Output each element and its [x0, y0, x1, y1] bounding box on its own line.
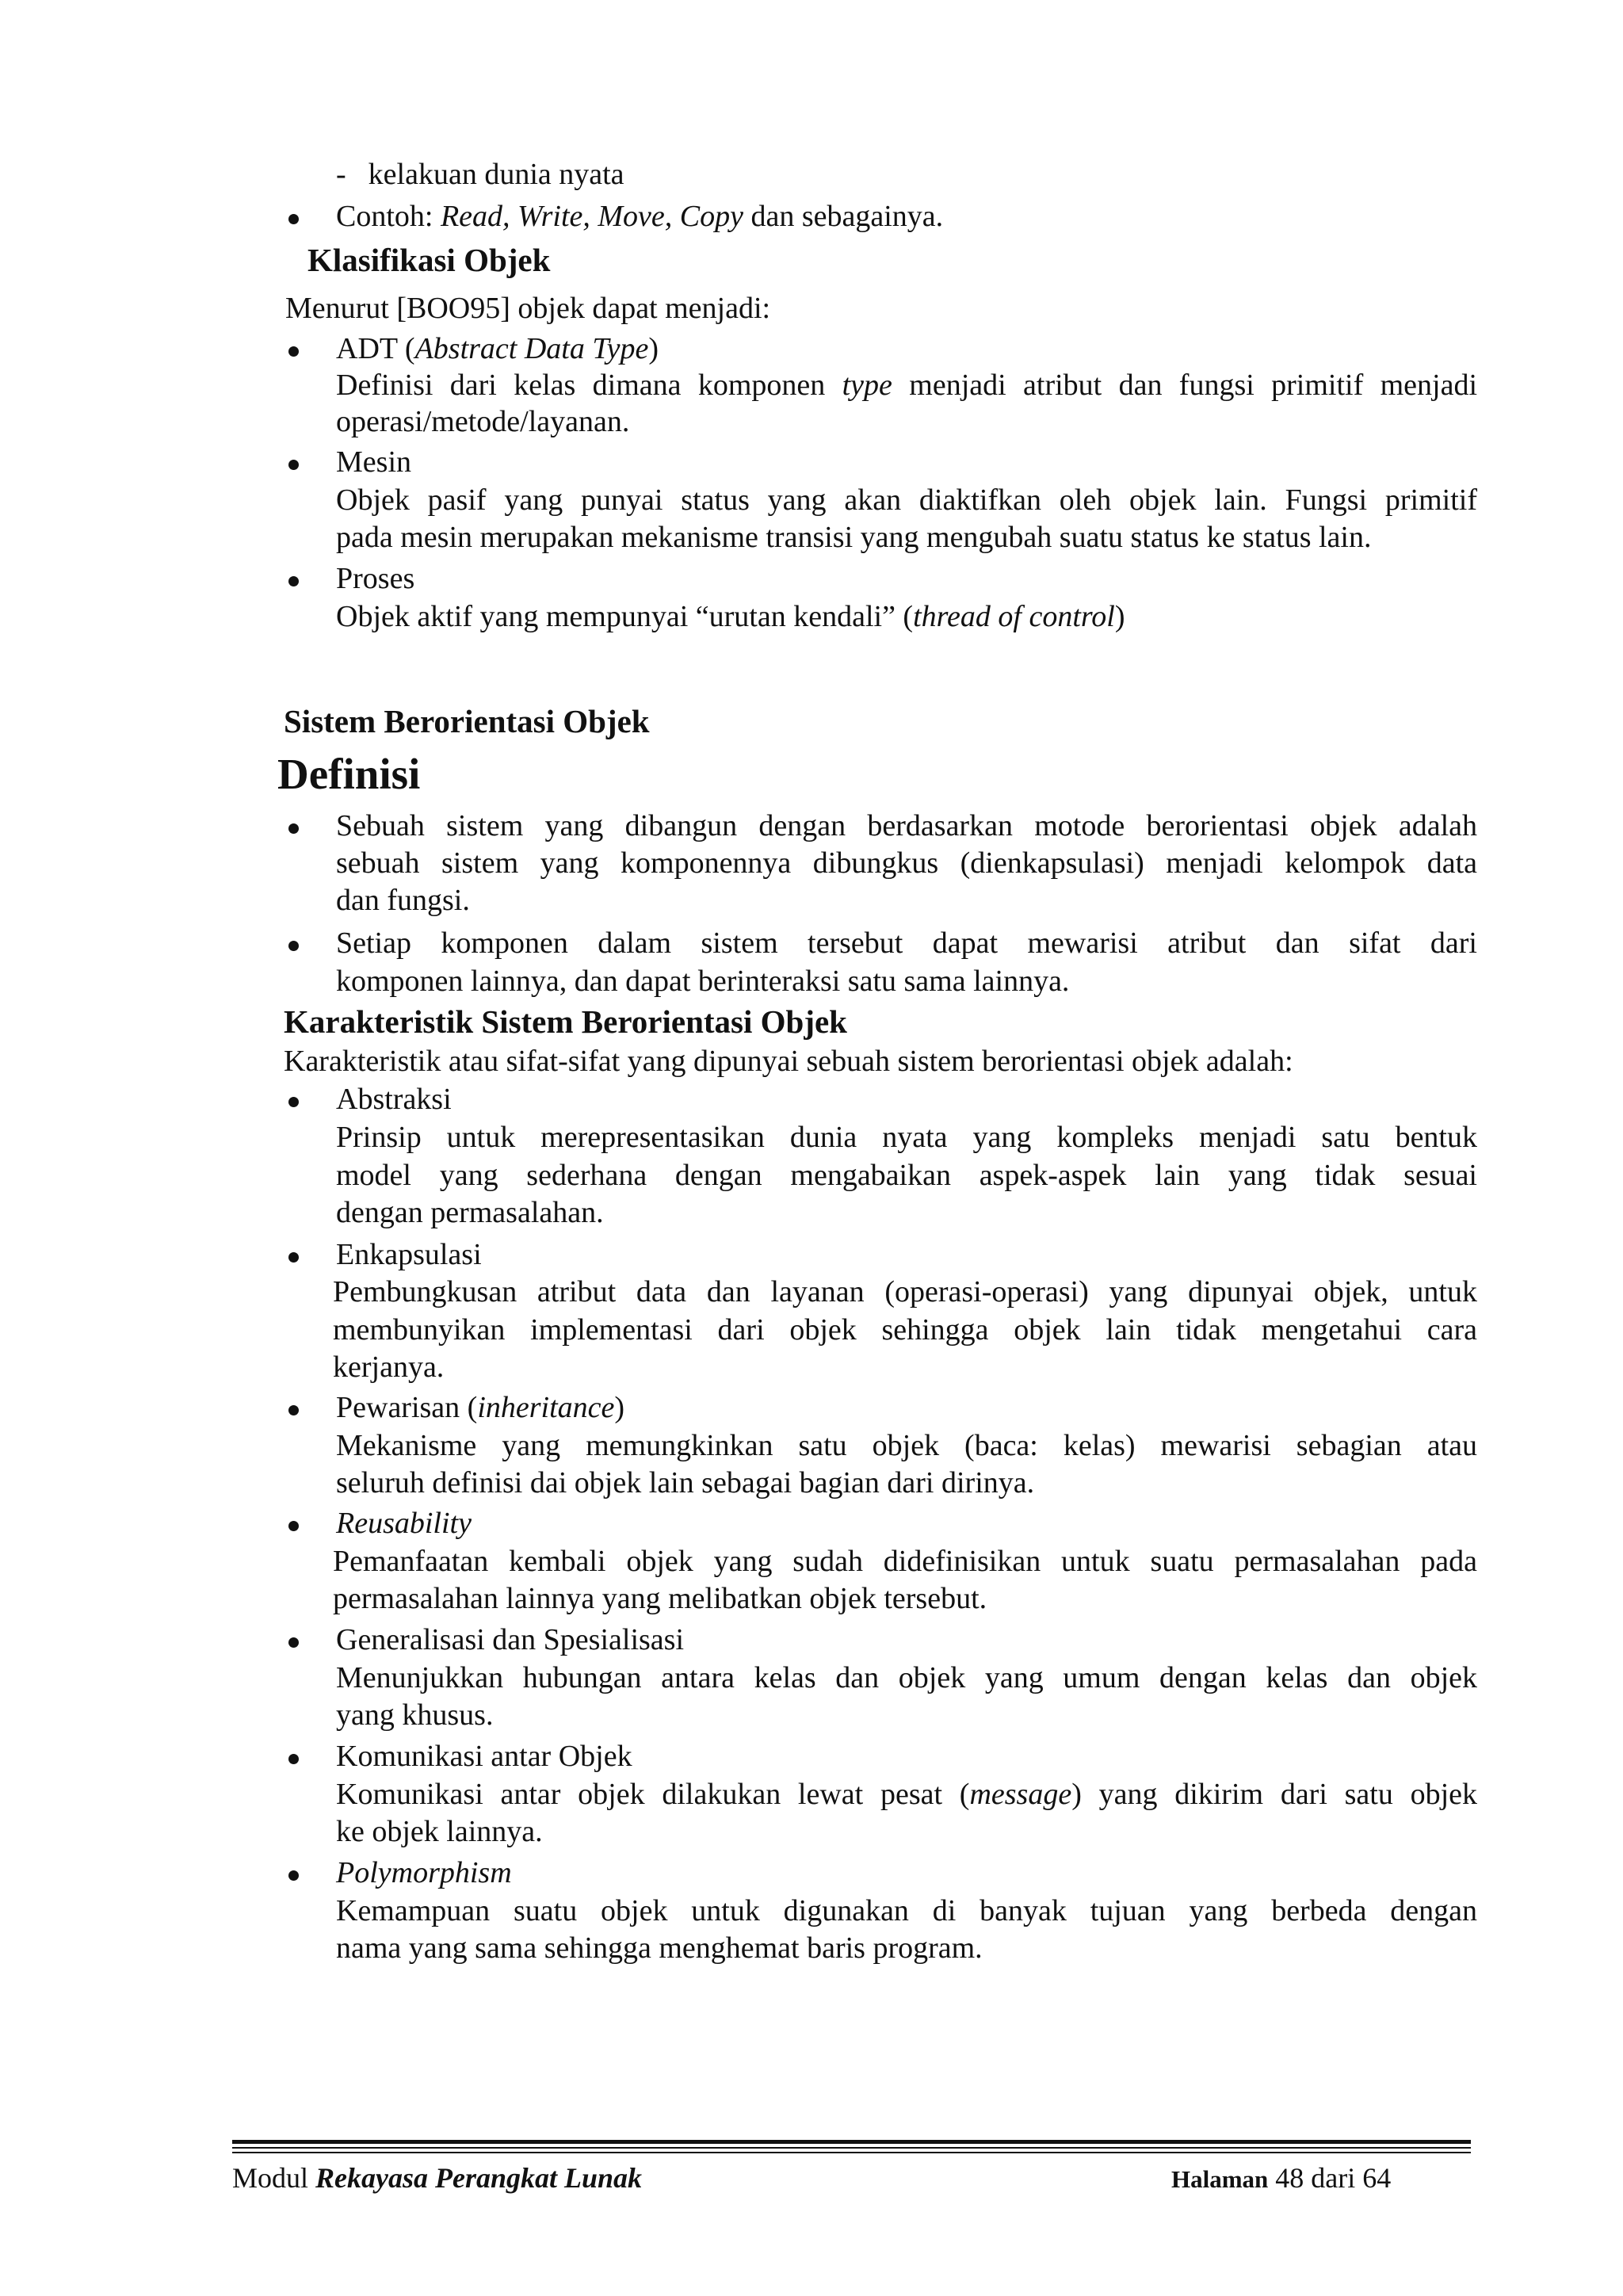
klasifikasi-intro: Menurut [BOO95] objek dapat menjadi: [285, 292, 771, 325]
definition-line: sebuah sistem yang komponennya dibungkus (dienkapsulasi) menjadi kelompok data [336, 846, 1477, 880]
definition-line: komponen lainnya, dan dapat berinteraksi satu sama lainnya. [336, 965, 1070, 998]
sistem-heading: Sistem Berorientasi Objek [284, 703, 650, 739]
enkapsulasi-line: kerjanya. [333, 1350, 445, 1384]
reusability-term: Reusability [336, 1507, 472, 1540]
enkapsulasi-line: membunyikan implementasi dari objek sehingga objek lain tidak mengetahui cara [333, 1313, 1477, 1347]
bullet-icon [284, 446, 307, 483]
komunikasi-line: ke objek lainnya. [336, 1815, 543, 1848]
bullet-icon [284, 1857, 307, 1893]
karakteristik-heading: Karakteristik Sistem Berorientasi Objek [284, 1003, 847, 1040]
dash-marker: - [336, 158, 346, 191]
definition-line: Setiap komponen dalam sistem tersebut dapat mewarisi atribut dan sifat dari [336, 926, 1477, 960]
footer-page-number: Halaman 48 dari 64 [1171, 2162, 1392, 2194]
karakteristik-intro: Karakteristik atau sifat-sifat yang dipunyai sebuah sistem berorientasi objek adalah: [284, 1045, 1293, 1078]
abstraksi-term: Abstraksi [336, 1083, 452, 1116]
reusability-line: permasalahan lainnya yang melibatkan objek tersebut. [333, 1582, 987, 1615]
mesin-term: Mesin [336, 445, 411, 479]
bullet-icon [284, 1239, 307, 1275]
bullet-icon [284, 1740, 307, 1777]
pewarisan-term: Pewarisan (inheritance) [336, 1391, 625, 1424]
definition-line: dan fungsi. [336, 884, 470, 917]
polymorphism-term: Polymorphism [336, 1856, 512, 1889]
mesin-desc-line: pada mesin merupakan mekanisme transisi yang mengubah suatu status ke status lain. [336, 521, 1372, 554]
bullet-icon [284, 1083, 307, 1120]
footer-rule [232, 2140, 1471, 2144]
abstraksi-line: model yang sederhana dengan mengabaikan aspek-aspek lain yang tidak sesuai [336, 1159, 1477, 1192]
bullet-icon [284, 1392, 307, 1428]
komunikasi-line: Komunikasi antar objek dilakukan lewat pesat (message) yang dikirim dari satu objek [336, 1778, 1478, 1811]
generalisasi-line: yang khusus. [336, 1698, 494, 1732]
komunikasi-term: Komunikasi antar Objek [336, 1740, 632, 1773]
abstraksi-line: Prinsip untuk merepresentasikan dunia nyata yang kompleks menjadi satu bentuk [336, 1121, 1477, 1154]
dash-list-item: - kelakuan dunia nyata [336, 158, 624, 191]
adt-term: ADT (Abstract Data Type) [336, 332, 659, 365]
polymorphism-line: nama yang sama sehingga menghemat baris program. [336, 1931, 983, 1965]
generalisasi-line: Menunjukkan hubungan antara kelas dan objek yang umum dengan kelas dan objek [336, 1661, 1477, 1694]
bullet-icon [284, 927, 307, 964]
klasifikasi-heading: Klasifikasi Objek [307, 242, 551, 278]
polymorphism-line: Kemampuan suatu objek untuk digunakan di banyak tujuan yang berbeda dengan [336, 1894, 1477, 1927]
definisi-heading: Definisi [277, 750, 421, 798]
footer-module-title: Modul Rekayasa Perangkat Lunak [232, 2162, 643, 2194]
bullet-icon [284, 1507, 307, 1544]
enkapsulasi-line: Pembungkusan atribut data dan layanan (operasi-operasi) yang dipunyai objek, untuk [333, 1275, 1477, 1308]
definition-line: Sebuah sistem yang dibangun dengan berdasarkan motode berorientasi objek adalah [336, 809, 1477, 842]
pewarisan-line: Mekanisme yang memungkinkan satu objek (baca: kelas) mewarisi sebagian atau [336, 1429, 1477, 1462]
bullet-icon [284, 201, 307, 237]
bullet-icon [284, 810, 307, 846]
bullet-icon [284, 333, 307, 369]
footer-rule [232, 2152, 1471, 2153]
bullet-icon [284, 1624, 307, 1660]
reusability-line: Pemanfaatan kembali objek yang sudah didefinisikan untuk suatu permasalahan pada [333, 1545, 1477, 1578]
proses-term: Proses [336, 562, 415, 595]
bullet-icon [284, 563, 307, 599]
adt-desc-line: Definisi dari kelas dimana komponen type menjadi atribut dan fungsi primitif menjadi [336, 369, 1478, 402]
enkapsulasi-term: Enkapsulasi [336, 1238, 482, 1271]
adt-desc-line: operasi/metode/layanan. [336, 405, 630, 438]
generalisasi-term: Generalisasi dan Spesialisasi [336, 1623, 685, 1656]
abstraksi-line: dengan permasalahan. [336, 1196, 604, 1229]
contoh-item: Contoh: Read, Write, Move, Copy dan sebagainya. [336, 200, 944, 233]
pewarisan-line: seluruh definisi dai objek lain sebagai bagian dari dirinya. [336, 1466, 1035, 1499]
proses-desc: Objek aktif yang mempunyai “urutan kendali” (thread of control) [336, 600, 1125, 633]
footer-rule [232, 2147, 1471, 2149]
mesin-desc-line: Objek pasif yang punyai status yang akan diaktifkan oleh objek lain. Fungsi primitif [336, 483, 1477, 517]
